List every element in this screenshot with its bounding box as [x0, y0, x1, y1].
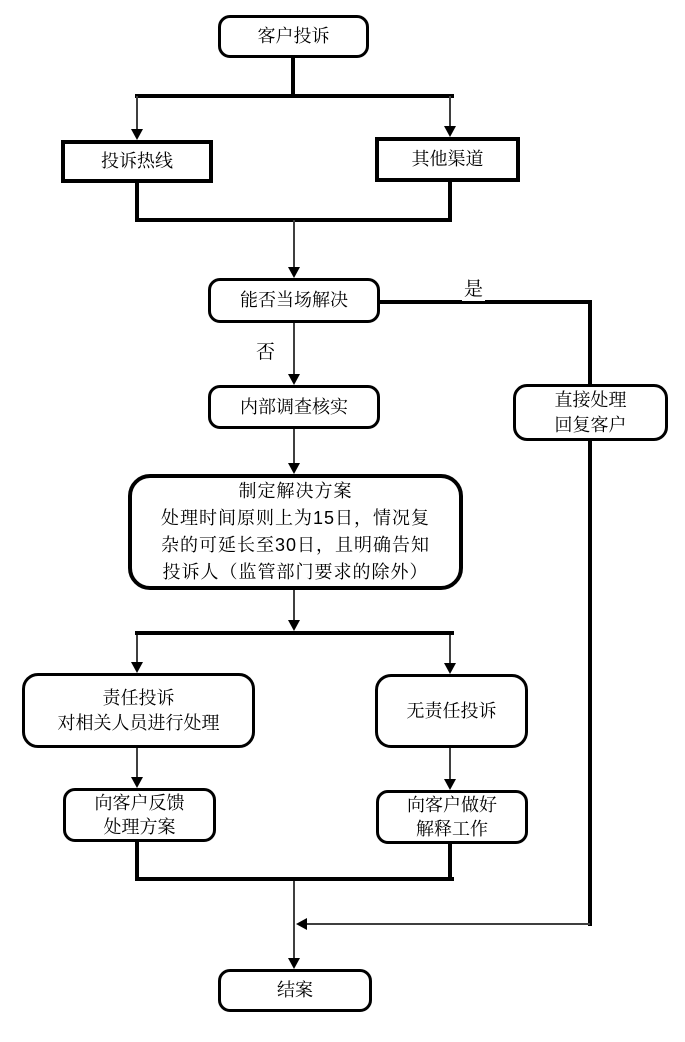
connector-split-branches	[135, 631, 454, 635]
arrowhead-into-responsible-icon	[131, 662, 143, 673]
edge-label-no: 否	[254, 337, 277, 364]
connector-yes-vertical-lower	[588, 440, 592, 926]
connector-no-branch	[293, 323, 295, 377]
node-explain-to-customer	[376, 790, 528, 844]
node-can-resolve-on-spot-label: 能否当场解决	[240, 290, 348, 311]
connector-yes-return	[300, 923, 590, 925]
arrowhead-into-plan-icon	[288, 463, 300, 474]
connector-to-explain	[449, 748, 451, 783]
arrowhead-into-no-responsibility-icon	[444, 663, 456, 674]
arrowhead-into-other-icon	[444, 126, 456, 137]
node-responsible-complaint-line1: 责任投诉	[102, 688, 175, 709]
connector-explain-down	[448, 843, 452, 879]
node-no-responsibility-complaint	[375, 674, 528, 748]
connector-to-can-resolve	[293, 220, 295, 270]
connector-hotline-down	[135, 183, 139, 220]
node-case-closed	[218, 969, 372, 1012]
node-complaint-hotline-label: 投诉热线	[101, 151, 173, 172]
node-customer-complaint-label: 客户投诉	[257, 26, 330, 47]
node-make-solution-plan-line4: 投诉人（监管部门要求的除外）	[162, 562, 429, 582]
node-case-closed-label: 结案	[277, 980, 313, 1001]
arrowhead-yes-return-icon	[296, 918, 307, 930]
node-direct-handle-reply	[513, 384, 668, 441]
arrowhead-into-explain-icon	[444, 779, 456, 790]
node-make-solution-plan-line1: 制定解决方案	[238, 481, 353, 501]
arrowhead-into-hotline-icon	[131, 129, 143, 140]
connector-feedback-down	[135, 841, 139, 879]
node-other-channels-label: 其他渠道	[411, 149, 484, 170]
connector-yes-vertical-upper	[588, 300, 592, 388]
connector-start-down	[291, 57, 295, 96]
edge-label-yes: 是	[462, 274, 485, 301]
connector-to-plan	[293, 429, 295, 467]
node-no-responsibility-complaint-label: 无责任投诉	[406, 700, 497, 721]
node-internal-investigation	[208, 385, 380, 429]
node-explain-to-customer-line2: 解释工作	[416, 819, 488, 839]
node-direct-handle-reply-line1: 直接处理	[554, 390, 627, 411]
node-make-solution-plan-line2: 处理时间原则上为15日，情况复	[160, 508, 431, 528]
node-feedback-plan-line2: 处理方案	[103, 817, 176, 837]
node-responsible-complaint-line2: 对相关人员进行处理	[57, 712, 220, 733]
connector-split-top	[135, 94, 454, 98]
connector-other-down	[448, 182, 452, 220]
arrowhead-into-can-resolve-icon	[288, 267, 300, 278]
node-direct-handle-reply-line2: 回复客户	[554, 414, 627, 435]
node-complaint-hotline	[61, 140, 213, 183]
node-explain-to-customer-line1: 向客户做好	[407, 794, 497, 815]
node-other-channels	[375, 137, 520, 182]
node-make-solution-plan	[128, 474, 463, 590]
connector-plan-down	[293, 590, 295, 623]
node-feedback-plan-line1: 向客户反馈	[94, 792, 185, 813]
connector-to-closed	[293, 881, 295, 959]
arrowhead-into-feedback-icon	[131, 777, 143, 788]
node-responsible-complaint	[22, 673, 255, 748]
connector-to-other	[449, 96, 451, 129]
node-customer-complaint	[218, 15, 369, 58]
arrowhead-into-investigate-icon	[288, 374, 300, 385]
arrowhead-into-split-icon	[288, 620, 300, 631]
connector-to-hotline	[136, 96, 138, 132]
node-feedback-plan-to-customer	[63, 788, 216, 842]
node-internal-investigation-label: 内部调查核实	[240, 396, 348, 417]
node-can-resolve-on-spot	[208, 278, 380, 323]
node-make-solution-plan-line3: 杂的可延长至30日，且明确告知	[160, 535, 431, 555]
arrowhead-into-closed-icon	[288, 958, 300, 969]
